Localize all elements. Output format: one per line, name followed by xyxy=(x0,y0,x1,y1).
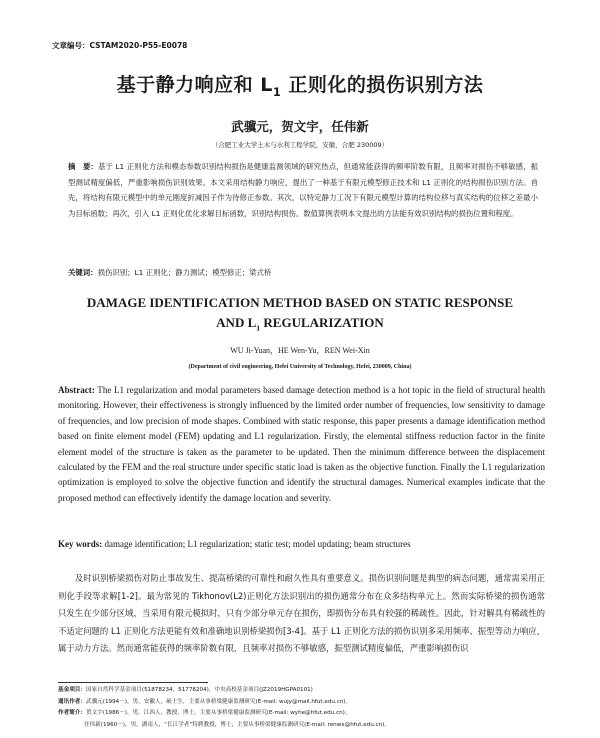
chinese-keywords xyxy=(68,267,538,278)
footnote-funding xyxy=(58,685,545,697)
cn-title-part2: 正则化的损伤识别方法 xyxy=(281,74,484,96)
introduction-paragraph: 及时识别桥梁损伤对防止事故发生、提高桥梁的可靠性和耐久性具有重要意义。损伤识别问题是典型的病态问题，通常需采用正则化手段等求解[1-2]。最为常见的 Tikhonov(L2)正则化方法识别出的损伤通常分布在众多结构单元上。然而实际桥梁的损伤通常只发生在少部分区域，当采用有限元模拟时，只有少部分单元存在损伤，即损伤分布具有较强的稀疏性。因此，针对解具有稀疏性的不适定问题的 L1 正则化方法更能有效和准确地识别桥梁损伤[3-4]。基于 L1 正则化方法的损伤识别多采用频率、振型等动力响应，属于动力方法。然而通常能获得的频率阶数有限，且频率对损伤不够敏感，振型测试精度偏低，严重影响损伤识 xyxy=(58,573,545,654)
english-title xyxy=(0,293,600,339)
footnote-label: 作者简介： xyxy=(58,710,86,716)
chinese-authors: 武骥元，贺文宇，任伟新 xyxy=(231,119,369,134)
english-abstract xyxy=(58,383,545,506)
footnote-label: 基金项目： xyxy=(58,687,86,693)
en-abstract-label: Abstract: xyxy=(58,385,95,395)
cn-abstract-label: 摘 要： xyxy=(68,162,98,171)
cn-keywords-text: 损伤识别；L1 正则化；静力测试；模型修正；梁式桥 xyxy=(97,268,272,277)
en-title-line1: DAMAGE IDENTIFICATION METHOD BASED ON STATIC RESPONSE xyxy=(86,295,514,310)
english-affiliation: (Department of civil engineering, Hefei University of Technology, Hefei, 230009, China) xyxy=(188,364,412,370)
footnote-text: 国家自然科学基金项目(51878234，51778204)，中央高校基金项目(JZ2019HGPA0101) xyxy=(85,687,313,693)
en-abstract-text: The L1 regularization and modal parameters based damage detection method is a hot topic in the field of structural health monitoring. However, their effectiveness is strongly influenced by the limited order number of frequencies, low sensitivity to damage of frequencies, and low precision of mode shapes. Combined with static response, this paper presents a damage identification method based on finite element model (FEM) updating and L1 regularization. Firstly, the elemental stiffness reduction factor in the finite element model of the structure is taken as the parameter to be updated. Then the minimum difference between the displacement calculated by the FEM and the real structure under specific static load is taken as the objective function. Finally the L1 regularization optimization is employed to solve the objective function and identify the structural damages. Numerical examples indicate that the proposed method can effectively identify the damage location and severity. xyxy=(58,385,546,503)
cn-keywords-label: 关键词： xyxy=(68,268,98,277)
article-number: 文章编号：CSTAM2020-P55-E0078 xyxy=(52,41,188,50)
en-title-line2-b: REGULARIZATION xyxy=(260,315,384,330)
chinese-affiliation: （合肥工业大学土木与水利工程学院，安徽，合肥 230009） xyxy=(211,141,389,149)
english-keywords xyxy=(58,539,545,549)
chinese-title xyxy=(0,70,600,99)
footnote-corresponding xyxy=(58,697,545,709)
english-authors: WU Ji-Yuan，HE Wen-Yu，REN Wei-Xin xyxy=(230,346,370,355)
footnote-author-bio-2 xyxy=(58,720,545,732)
en-keywords-text: damage identification; L1 regularization; static test; model updating; beam structures xyxy=(104,539,411,549)
en-keywords-label: Key words: xyxy=(58,539,103,549)
footnote-text: 贺文宇(1986－)，男，江西人，教授，博士，主要从事桥梁健康监测研究(E-mail: wyhe@hfut.edu.cn)； xyxy=(85,710,351,716)
footnote-label: 通讯作者： xyxy=(58,698,86,705)
footnote-divider xyxy=(58,682,208,683)
footnote-text: 武骥元(1994－)，男，安徽人，硕士生，主要从事桥梁健康监测研究(E-mail: wujy@mail.hfut.edu.cn)。 xyxy=(85,698,352,705)
cn-title-part1: 基于静力响应和 L xyxy=(116,74,273,96)
en-title-line2-a: AND L xyxy=(216,315,257,330)
cn-abstract-text: 基于 L1 正则化方法和模态参数识别结构损伤是健康监测领域的研究热点，但通常能获得的频率阶数有限，且频率对损伤不够敏感，振型测试精度偏低，严重影响损伤识别效果。本文采用结构静力响应，提出了一种基于有限元模型修正技术和 L1 正则化的结构损伤识别方法。首先，将结构有限元模型中的单元刚度折减因子作为待修正参数。其次，以特定静力工况下有限元模型计算的结构位移与真实结构的位移之差最小为目标函数；再次，引入 L1 正则化优化求解目标函数，识别结构损伤。数值算例表明本文提出的方法能有效识别结构的损伤位置和程度。 xyxy=(68,162,538,218)
chinese-abstract xyxy=(68,159,538,221)
en-title-subscript: 1 xyxy=(256,323,261,333)
en-title-line2 xyxy=(0,313,600,339)
footnote-author-bio xyxy=(58,708,545,720)
footnote-text: 任伟新(1960－)，男，湖南人，“长江学者”特聘教授，博士，主要从事桥梁健康监测研究(E-mail: renwx@hfut.edu.cn)。 xyxy=(84,721,390,728)
footnotes xyxy=(58,685,545,731)
cn-title-subscript: 1 xyxy=(272,84,282,99)
